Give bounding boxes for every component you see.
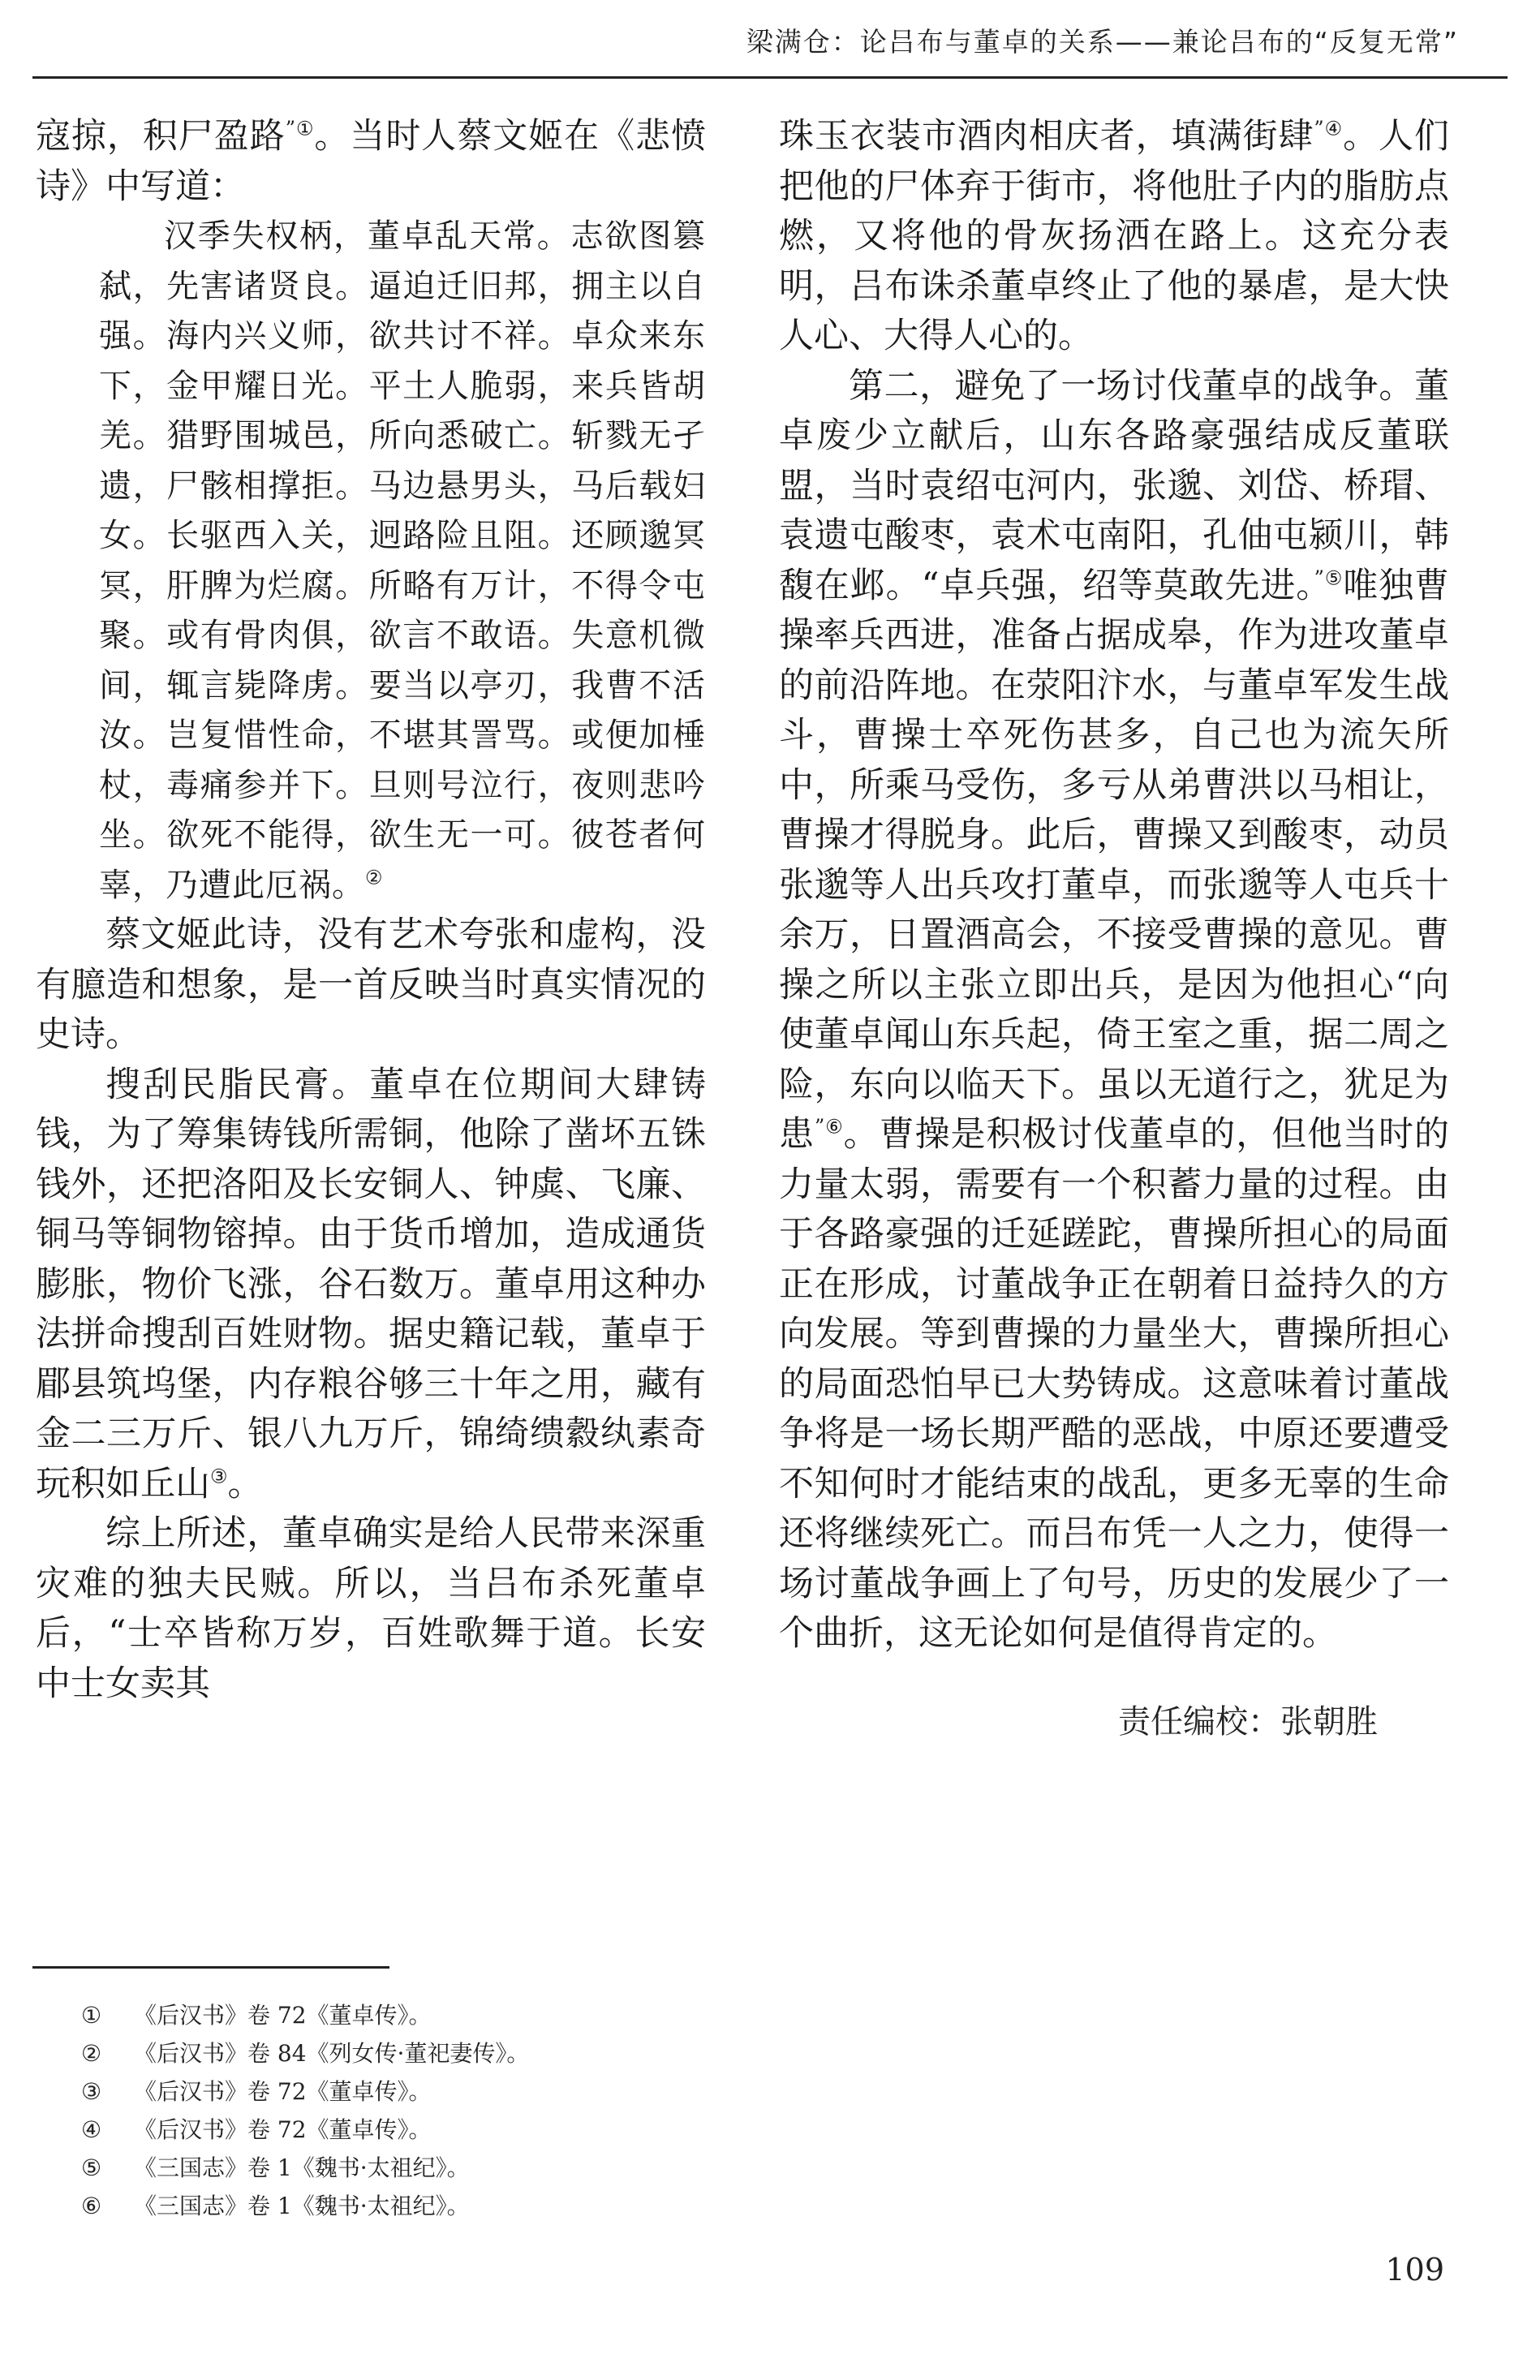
paragraph-extortion [36,1061,706,1510]
footnote-mark: ③ [81,2078,102,2105]
footnote-item [81,2187,529,2225]
responsible-editor: 责任编校：张朝胜 [1118,1703,1378,1741]
paragraph-second-point [779,362,1449,1659]
footnote-item [81,2034,529,2072]
paragraph-opening [36,112,706,212]
footnote-item [81,1996,529,2034]
footnote-rule [32,1966,389,1969]
header-rule [32,76,1508,79]
left-column [36,112,706,1709]
footnote-mark: ① [81,2002,102,2029]
footnote-item [81,2072,529,2111]
extortion-end: 。 [227,1463,263,1504]
footnote-ref-3: ③ [210,1465,228,1488]
footnote-mark: ② [81,2040,102,2067]
footnote-mark: ⑥ [81,2193,102,2219]
footnote-item [81,2111,529,2149]
footnote-ref-6: ”⑥ [814,1115,844,1138]
poem-text: 汉季失权柄，董卓乱天常。志欲图篡弑，先害诸贤良。逼迫迁旧邦，拥主以自强。海内兴义师，欲共讨不祥。卓众来东下，金甲耀日光。平土人脆弱，来兵皆胡羌。猎野围城邑，所向悉破亡。斩戮无孑遗，尸骸相撑拒。马边悬男头，马后载妇女。长驱西入关，迥路险且阻。还顾邈冥冥，肝脾为烂腐。所略有万计，不得令屯聚。或有骨肉俱，欲言不敢语。失意机微间，辄言毙降虏。要当以亭刃，我曹不活汝。岂复惜性命，不堪其詈骂。或便加棰杖，毒痛参并下。旦则号泣行，夜则悲吟坐。欲死不能得，欲生无一可。彼苍者何辜，乃遭此厄祸。 [99,217,706,904]
footnote-ref-2: ② [365,866,384,889]
footnote-mark: ④ [81,2116,102,2143]
opening-rest: 。当时人蔡文姬在《悲愤诗》中写道： [36,116,707,207]
footnote-ref-5: ”⑤ [1314,566,1344,590]
celebration-text: 珠玉衣装市酒肉相庆者，填满街肆 [779,116,1314,157]
footnote-text: 《后汉书》卷 72《董卓传》。 [134,2078,432,2105]
right-column [779,112,1449,1659]
footnote-text: 《三国志》卷 1《魏书·太祖纪》。 [134,2193,470,2219]
footnote-mark: ⑤ [81,2154,102,2181]
footnote-text: 《三国志》卷 1《魏书·太祖纪》。 [134,2154,470,2181]
opening-text: 寇掠，积尸盈路 [36,116,286,157]
page-number: 109 [1385,2252,1444,2287]
celebration-rest: 。人们把他的尸体弃于街市，将他肚子内的脂肪点燃，又将他的骨灰扬洒在路上。这充分表明，吕布诛杀董卓终止了他的暴虐，是大快人心、大得人心的。 [779,116,1449,356]
paragraph-summary: 综上所述，董卓确实是给人民带来深重灾难的独夫民贼。所以，当吕布杀死董卓后，“士卒皆称万岁，百姓歌舞于道。长安中士女卖其 [36,1513,706,1704]
footnote-text: 《后汉书》卷 84《列女传·董祀妻传》。 [134,2040,530,2067]
footnote-text: 《后汉书》卷 72《董卓传》。 [134,2002,432,2029]
running-title: 梁满仓：论吕布与董卓的关系——兼论吕布的“反复无常” [746,26,1459,58]
footnote-item [81,2149,529,2187]
extortion-text: 搜刮民脂民膏。董卓在位期间大肆铸钱，为了筹集铸钱所需铜，他除了凿坏五铢钱外，还把洛阳及长安铜人、钟虡、飞廉、铜马等铜物镕掉。由于货币增加，造成通货膨胀，物价飞涨，谷石数万。董卓用这种办法拼命搜刮百姓财物。据史籍记载，董卓于郿县筑坞堡，内存粮谷够三十年之用，藏有金二三万斤、银八九万斤，锦绮缋縠纨素奇玩积如丘山 [36,1064,706,1504]
poem-quote [99,212,706,910]
paragraph-commentary: 蔡文姬此诗，没有艺术夸张和虚构，没有臆造和想象，是一首反映当时真实情况的史诗。 [36,915,706,1055]
footnote-ref-1: ”① [285,117,315,140]
paragraph-celebration [779,112,1449,362]
footnote-ref-4: ”④ [1314,117,1344,140]
second-point-b: 唯独曹操率兵西进，准备占据成皋，作为进攻董卓的前沿阵地。在荥阳汴水，与董卓军发生战斗，曹操士卒死伤甚多，自己也为流矢所中，所乘马受伤，多亏从弟曹洪以马相让，曹操才得脱身。此后，曹操又到酸枣，动员张邈等人出兵攻打董卓，而张邈等人屯兵十余万，日置酒高会，不接受曹操的意见。曹操之所以主张立即出兵，是因为他担心“向使董卓闻山东兵起，倚王室之重，据二周之险，东向以临天下。虽以无道行之，犹足为患 [779,565,1450,1155]
second-point-a: 第二，避免了一场讨伐董卓的战争。董卓废少立献后，山东各路豪强结成反董联盟，当时袁绍屯河内，张邈、刘岱、桥瑁、袁遗屯酸枣，袁术屯南阳，孔伷屯颍川，韩馥在邺。“卓兵强，绍等莫敢先进。 [779,365,1449,606]
footnote-text: 《后汉书》卷 72《董卓传》。 [134,2116,432,2143]
second-point-c: 。曹操是积极讨伐董卓的，但他当时的力量太弱，需要有一个积蓄力量的过程。由于各路豪强的迁延蹉跎，曹操所担心的局面正在形成，讨董战争正在朝着日益持久的方向发展。等到曹操的力量坐大，曹操所担心的局面恐怕早已大势铸成。这意味着讨董战争将是一场长期严酷的恶战，中原还要遭受不知何时才能结束的战乱，更多无辜的生命还将继续死亡。而吕布凭一人之力，使得一场讨董战争画上了句号，历史的发展少了一个曲折，这无论如何是值得肯定的。 [779,1114,1450,1654]
footnotes [81,1996,529,2225]
